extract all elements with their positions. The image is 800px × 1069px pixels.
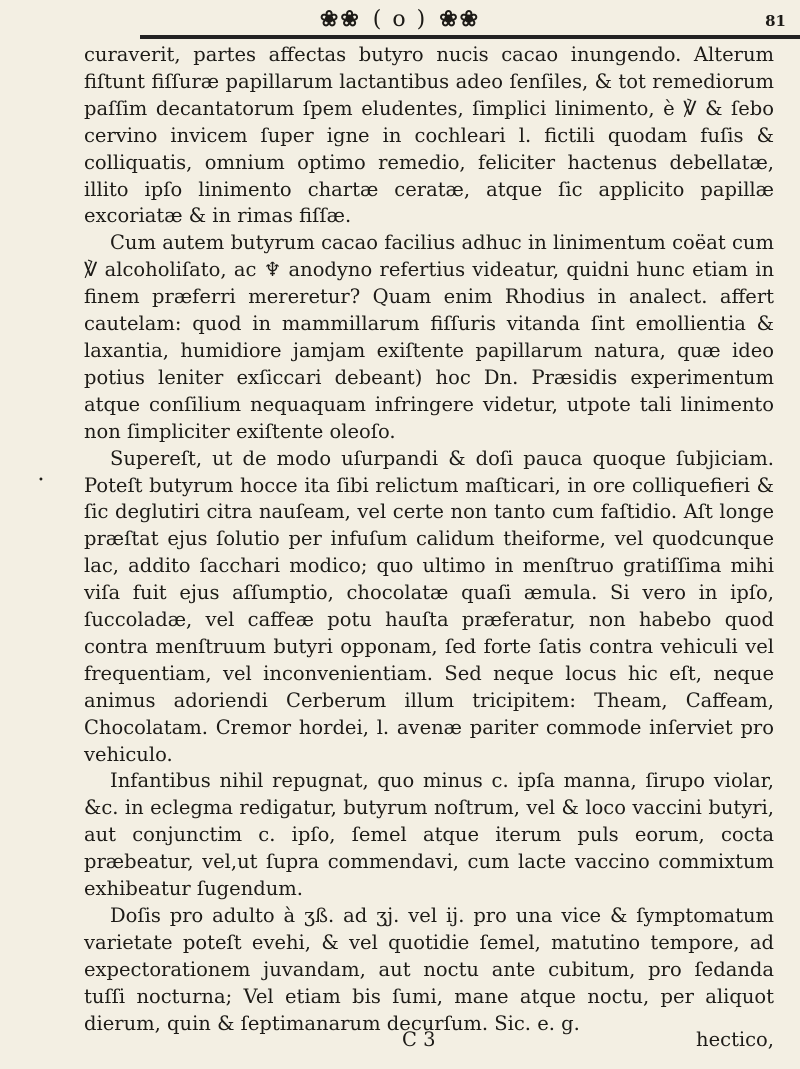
paragraph-3: Supereſt, ut de modo uſurpandi & doſi pauca quoque ſubjiciam. Poteſt butyrum hocce ita ſibi relictum maſticari, in ore colliquefieri & ſic deglutiri citra nauſeam, vel certe non tanto cum faſtidio. Aſt longe præſtat ejus ſolutio per infuſum calidum theiforme, vel quodcunque lac, addito ſacchari modico; quo ultimo in menſtruo gratiſſima mihi viſa fuit ejus aſſumptio, chocolatæ quaſi æmula. Si vero in ipſo, ſuccoladæ, vel caffeæ potu hauſta præferatur, non habebo quod contra menſtruum butyri opponam, ſed forte ſatis contra vehiculi vel frequentiam, vel inconvenientiam. Sed neque locus hic eſt, neque animus adoriendi Cerberum illum tricipitem: Theam, Caffeam, Chocolatam. Cremor hordei, l. avenæ pariter commode inſerviet pro vehiculo.	[84, 446, 774, 766]
left-ornament: ❀❀	[319, 6, 361, 32]
signature-mark: C 3	[402, 1028, 436, 1051]
header-center: ( o )	[372, 6, 428, 32]
catchword: hectico,	[696, 1028, 774, 1051]
paragraph-5: Doſis pro adulto à ʒß. ad ʒj. vel ij. pro una vice & ſymptomatum varietate poteſt evehi, & vel quotidie ſemel, matutino tempore, ad expectorationem juvandam, aut noctu ante cubitum, pro ſedanda tuſſi nocturna; Vel etiam bis ſumi, mane atque noctu, per aliquot dierum, quin & ſeptimanarum decurſum. Sic. e. g.	[84, 904, 774, 1035]
margin-mark: •	[38, 475, 44, 486]
body-text	[84, 42, 774, 1038]
header-rule	[140, 35, 800, 39]
paragraph-2: Cum autem butyrum cacao facilius adhuc in linimentum coëat cum ℣ alcoholiſato, ac ♆ anodyno refertius videatur, quidni hunc etiam in finem præferri mereretur? Quam enim Rhodius in analect. affert cautelam: quod in mammillarum fiſſuris vitanda ſint emollientia & laxantia, humidiore jamjam exiſtente papillarum natura, quæ ideo potius leniter exſiccari debeant) hoc Dn. Præsidis experimentum atque conſilium nequaquam infringere videtur, utpote tali linimento non ſimpliciter exiſtente oleoſo.	[84, 231, 774, 443]
paragraph-1: curaverit, partes affectas butyro nucis cacao inungendo. Alterum fiſtunt fiſſuræ papillarum lactantibus adeo ſenſiles, & tot remediorum paſſim decantatorum ſpem eludentes, ſimplici linimento, è ℣ & ſebo cervino invicem ſuper igne in cochleari l. fictili quodam fuſis & colliquatis, omnium optimo remedio, feliciter hactenus debellatæ, illito ipſo linimento chartæ ceratæ, atque ſic applicito papillæ excoriatæ & in rimas fiſſæ.	[84, 43, 774, 228]
right-ornament: ❀❀	[439, 6, 481, 32]
page-header	[0, 6, 800, 32]
paragraph-4: Infantibus nihil repugnat, quo minus c. ipſa manna, ſirupo violar, &c. in eclegma redigatur, butyrum noſtrum, vel & loco vaccini butyri, aut conjunctim c. ipſo, ſemel atque iterum puls eorum, cocta præbeatur, vel,ut ſupra commendavi, cum lacte vaccino commixtum exhibeatur ſugendum.	[84, 769, 774, 901]
page-number: 81	[765, 12, 786, 30]
page-footer	[84, 1028, 774, 1056]
